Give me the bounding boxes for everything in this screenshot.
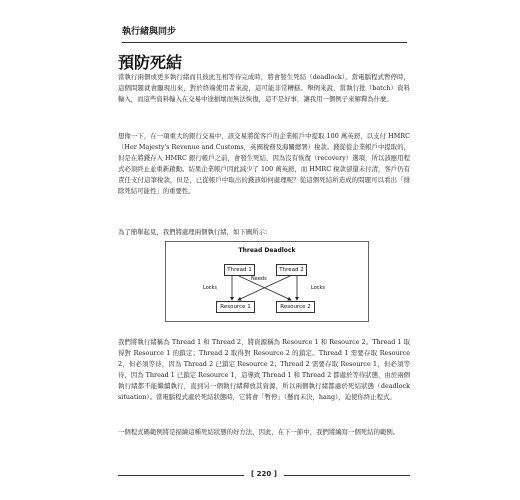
diagram-title: Thread Deadlock: [238, 247, 296, 254]
section-title: 預防死結: [118, 53, 183, 72]
running-header: [122, 22, 407, 43]
thread-2-box: Thread 2: [276, 264, 307, 276]
paragraph-intro: 當執行兩個或更多執行緒而且彼此互相等待完成時，將會發生死結（deadlock）。當電腦程式暫停時，這個問題就會顯現出來，對於終端使用者來說，這可能非常糟糕。舉例來說，當執行批（batch）資料輸入，而這些資料輸入在交易中途損壞而無法恢復，這不是好事，讓我用一個例子來解釋為什麼。: [118, 73, 410, 103]
page-number: [ 220 ]: [251, 470, 277, 478]
page-footer: [118, 470, 410, 480]
needs-label: Needs: [251, 276, 267, 282]
locks-label-left: Locks: [203, 285, 218, 291]
locks-label-right: Locks: [311, 285, 326, 291]
paragraph-figure-intro: 為了簡單起見，我們將處理兩個執行緒，如下圖所示：: [118, 228, 272, 236]
paragraph-next-section: 一個程式碼範例將是描繪這種死結狀態的好方法，因此，在下一節中，我們將編寫一個死結的範例。: [118, 428, 400, 436]
paragraph-bank-example: 想像一下，在一項重大的銀行交易中，該交易將從客戶的企業帳戶中提取 100 萬英鎊，以支付 HMRC（Her Majesty's Revenue and Customs，英國稅務及海關總署）稅款。錢從從企業帳戶中提取的，但是在將錢存入 HMRC 銀行帳戶之前，會發生死結，因為沒有恢復（recovery）選項，所以該應用程式必須終止並重新啟動。結果企業帳戶因此減少了 100 萬英鎊，而 HMRC 稅款卻還未付清，客戶仍有責任支付這筆稅款，但是，已從帳戶中取出的錢該如何處理呢？從這個死結所造成的問題可以看出「排除死結可能性」的重要性。: [118, 132, 410, 195]
chapter-header-label: 執行緒與同步: [122, 27, 177, 37]
resource-1-box: Resource 1: [216, 301, 255, 313]
paragraph-explanation: 我們將執行緒稱為 Thread 1 和 Thread 2，將資源稱為 Resource 1 和 Resource 2。Thread 1 取得對 Resource 1 的鎖定；Thread 2 取得對 Resource 2 的鎖定。Thread 1 需要存取 Resource 2，但必須等待，因為 Thread 2 已鎖定 Resource 2；Thread 2 需要存取 Resource 1，但必須等待，因為 Thread 1 已鎖定 Resource 1，這導致 Thread 1 和 Thread 2 都處於等待狀態，由於兩個執行緒都不能繼續執行，直到另一個執行緒釋放其資源，所以兩個執行緒都處於死結狀態（deadlock situation）。當電腦程式處於死結狀態時，它將會「暫停」（懸而未決，hang），迫使你終止程式。: [118, 338, 410, 401]
resource-2-box: Resource 2: [276, 301, 315, 313]
footer-rule-right: [284, 475, 410, 476]
thread-1-box: Thread 1: [224, 264, 255, 276]
thread-deadlock-diagram: [165, 241, 369, 322]
